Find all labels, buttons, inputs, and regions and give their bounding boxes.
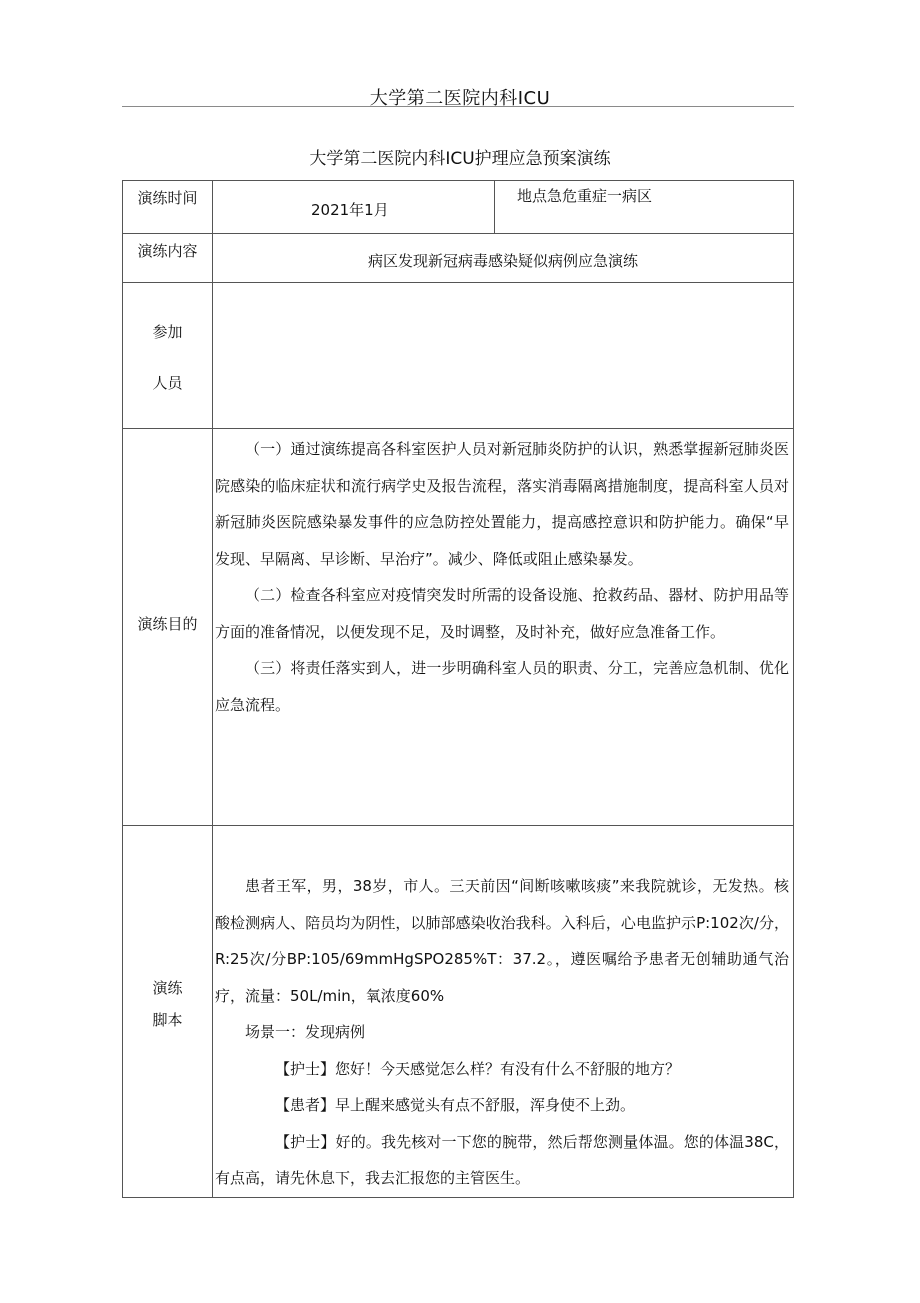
content-label: 演练内容 bbox=[137, 242, 198, 260]
participants-label-line2: 人员 bbox=[152, 374, 183, 392]
table-row-purpose bbox=[123, 429, 794, 826]
purpose-text bbox=[213, 429, 793, 723]
script-dialogue-line: 【护士】您好！今天感觉怎么样？有没有什么不舒服的地方？ bbox=[275, 1059, 681, 1078]
content-value: 病区发现新冠病毒感染疑似病例应急演练 bbox=[367, 252, 638, 270]
script-label-line2: 脚本 bbox=[152, 1011, 183, 1029]
script-dialogue-line: 【护士】好的。我先核对一下您的腕带，然后帮您测量体温。您的体温38C，有点高，请先休息下，我去汇报您的主管医生。 bbox=[215, 1132, 789, 1187]
running-header-title: 大学第二医院内科ICU bbox=[369, 88, 551, 109]
time-label-cell bbox=[123, 181, 213, 234]
content-value-cell bbox=[213, 234, 794, 283]
content-label-cell bbox=[123, 234, 213, 283]
script-value-cell bbox=[213, 826, 794, 1198]
purpose-label: 演练目的 bbox=[137, 615, 198, 633]
script-label-cell bbox=[123, 826, 213, 1198]
purpose-paragraph: （二）检查各科室应对疫情突发时所需的设备设施、抢救药品、器材、防护用品等方面的准备情况，以便发现不足，及时调整，及时补充，做好应急准备工作。 bbox=[215, 586, 789, 641]
script-text bbox=[213, 826, 793, 1197]
script-label-line1: 演练 bbox=[152, 979, 183, 997]
script-dialogue-line: 【患者】早上醒来感觉头有点不舒服，浑身使不上劲。 bbox=[275, 1096, 636, 1114]
purpose-paragraph: （一）通过演练提高各科室医护人员对新冠肺炎防护的认识，熟悉掌握新冠肺炎医院感染的临床症状和流行病学史及报告流程，落实消毒隔离措施制度，提高科室人员对新冠肺炎医院感染暴发事件的应急防控处置能力，提高感控意识和防护能力。确保“早发现、早隔离、早诊断、早治疗”。减少、降低或阻止感染暴发。 bbox=[215, 440, 789, 568]
time-label: 演练时间 bbox=[137, 189, 198, 207]
participants-label-line1: 参加 bbox=[152, 323, 183, 341]
script-intro: 患者王军，男，38岁，市人。三天前因“间断咳嗽咳痰”来我院就诊，无发热。核酸检测病人、陪员均为阴性，以肺部感染收治我科。入科后，心电监护示P:102次/分，R:25次/分BP:105/69mmHgSPO285%T：37.2。，遵医嘱给予患者无创辅助通气治疗，流量：50L/min，氧浓度60% bbox=[215, 877, 789, 1005]
participants-value-cell bbox=[213, 283, 794, 429]
header-divider bbox=[122, 106, 794, 107]
table-row-content bbox=[123, 234, 794, 283]
drill-info-table bbox=[122, 180, 794, 1198]
purpose-label-cell bbox=[123, 429, 213, 826]
table-row-time bbox=[123, 181, 794, 234]
place-value: 地点急危重症一病区 bbox=[517, 187, 653, 205]
table-row-script bbox=[123, 826, 794, 1198]
participants-label-cell bbox=[123, 283, 213, 429]
script-label bbox=[123, 826, 212, 1036]
participants-label bbox=[123, 283, 212, 409]
table-row-participants bbox=[123, 283, 794, 429]
script-scene-heading: 场景一：发现病例 bbox=[245, 1023, 366, 1041]
document-title: 大学第二医院内科ICU护理应急预案演练 bbox=[309, 149, 611, 169]
place-cell bbox=[495, 181, 794, 234]
time-value-cell bbox=[213, 181, 495, 234]
time-value: 2021年1月 bbox=[311, 201, 389, 219]
purpose-paragraph: （三）将责任落实到人，进一步明确科室人员的职责、分工，完善应急机制、优化应急流程。 bbox=[215, 659, 789, 714]
purpose-value-cell bbox=[213, 429, 794, 826]
